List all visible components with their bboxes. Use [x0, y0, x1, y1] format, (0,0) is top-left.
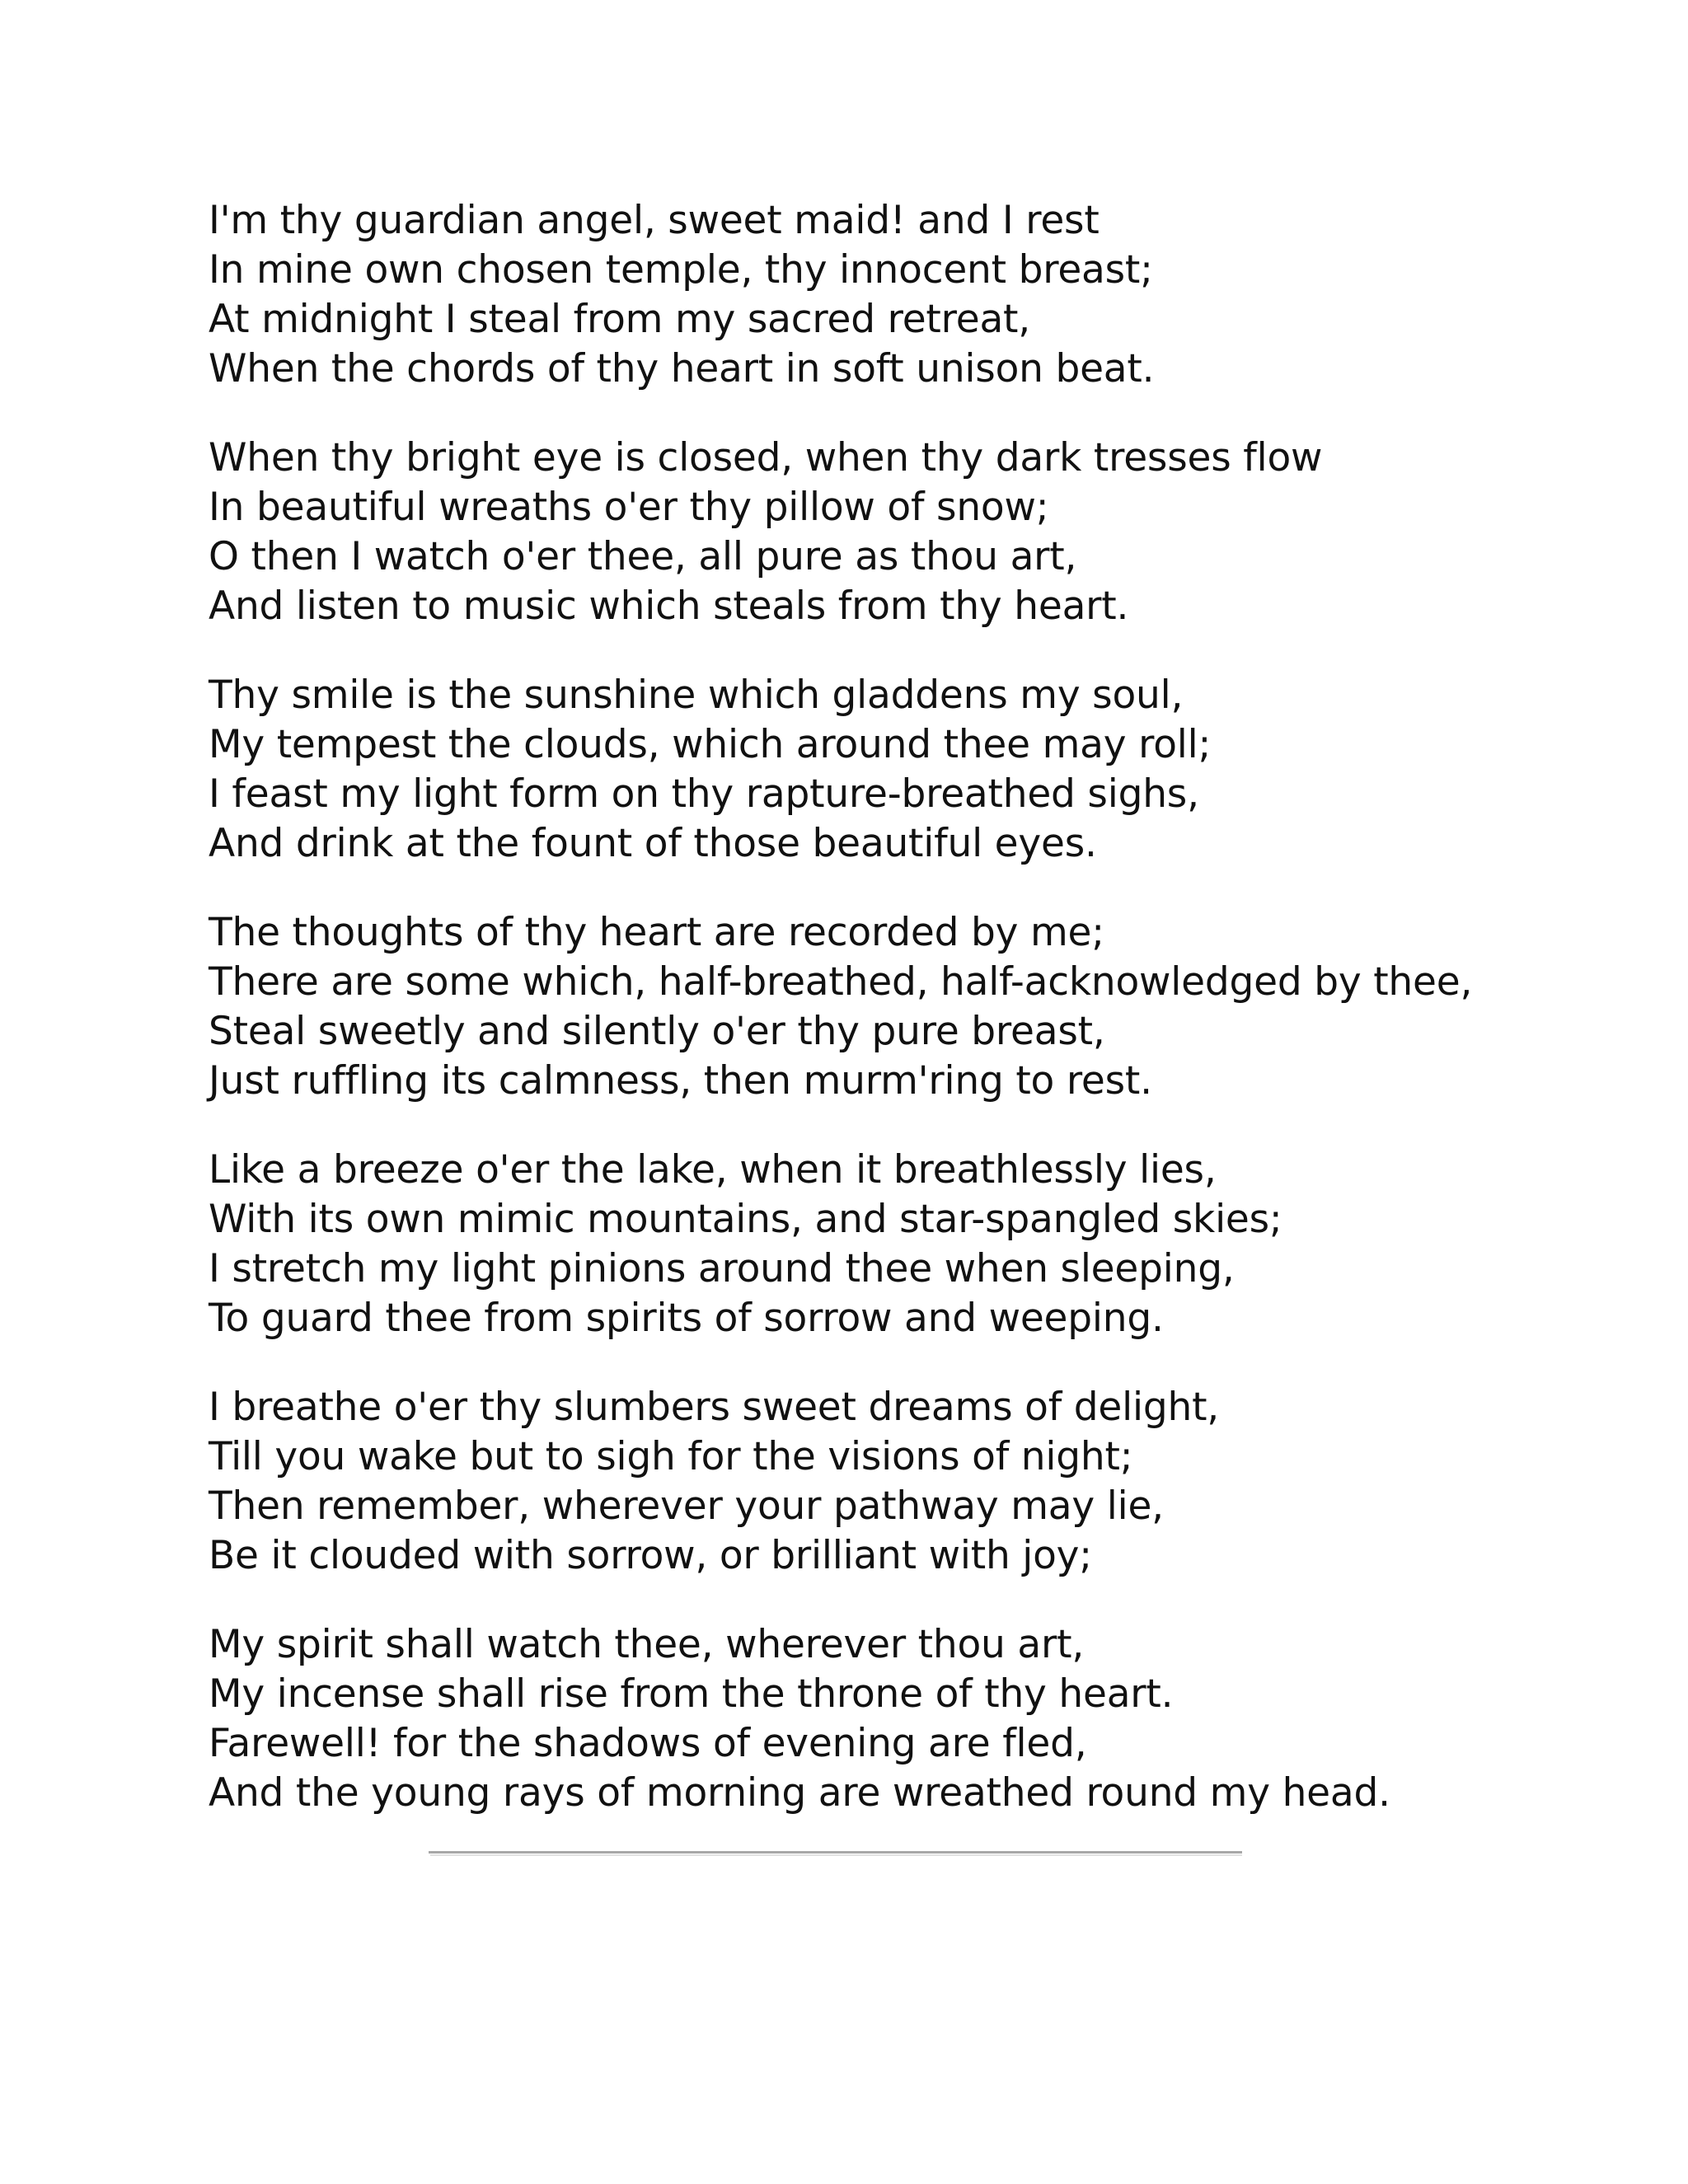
stanza-3	[209, 671, 1626, 869]
poem-line: In beautiful wreaths o'er thy pillow of snow;	[209, 485, 1049, 530]
stanza-6	[209, 1383, 1626, 1581]
poem-line: Like a breeze o'er the lake, when it breathlessly lies,	[209, 1147, 1217, 1193]
poem-line: With its own mimic mountains, and star-spangled skies;	[209, 1197, 1282, 1242]
poem-line: Just ruffling its calmness, then murm'ring to rest.	[209, 1058, 1152, 1104]
poem-line: Farewell! for the shadows of evening are fled,	[209, 1721, 1087, 1766]
stanza-1	[209, 196, 1626, 394]
poem-line: I stretch my light pinions around thee when sleeping,	[209, 1246, 1235, 1291]
poem-line: When thy bright eye is closed, when thy dark tresses flow	[209, 435, 1323, 480]
poem-line: To guard thee from spirits of sorrow and weeping.	[209, 1296, 1164, 1341]
poem-line: There are some which, half-breathed, half-acknowledged by thee,	[209, 959, 1473, 1005]
poem-line: Thy smile is the sunshine which gladdens my soul,	[209, 673, 1184, 718]
stanza-7	[209, 1620, 1626, 1818]
poem-line: And the young rays of morning are wreathed round my head.	[209, 1770, 1390, 1816]
horizontal-rule	[429, 1851, 1242, 1854]
poem-line: And drink at the fount of those beautiful eyes.	[209, 821, 1097, 866]
poem-line: When the chords of thy heart in soft unison beat.	[209, 346, 1155, 391]
poem-line: And listen to music which steals from thy heart.	[209, 583, 1129, 629]
poem-line: My tempest the clouds, which around thee may roll;	[209, 722, 1212, 767]
poem-body	[209, 196, 1626, 1858]
poem-line: The thoughts of thy heart are recorded by me;	[209, 910, 1104, 955]
poem-line: I'm thy guardian angel, sweet maid! and I rest	[209, 198, 1100, 243]
poem-line: I breathe o'er thy slumbers sweet dreams of delight,	[209, 1385, 1220, 1430]
stanza-5	[209, 1146, 1626, 1343]
poem-line: In mine own chosen temple, thy innocent breast;	[209, 247, 1153, 293]
poem-line: My incense shall rise from the throne of thy heart.	[209, 1671, 1174, 1717]
poem-line: Steal sweetly and silently o'er thy pure breast,	[209, 1009, 1105, 1054]
poem-line: At midnight I steal from my sacred retreat,	[209, 297, 1031, 342]
stanza-2	[209, 434, 1626, 631]
poem-line: Then remember, wherever your pathway may lie,	[209, 1483, 1164, 1529]
poem-line: My spirit shall watch thee, wherever thou art,	[209, 1622, 1085, 1667]
poem-line: Till you wake but to sigh for the visions of night;	[209, 1434, 1133, 1479]
stanza-4	[209, 908, 1626, 1106]
poem-line: I feast my light form on thy rapture-breathed sighs,	[209, 771, 1199, 817]
poem-line: O then I watch o'er thee, all pure as thou art,	[209, 534, 1077, 579]
poem-line: Be it clouded with sorrow, or brilliant with joy;	[209, 1533, 1092, 1578]
